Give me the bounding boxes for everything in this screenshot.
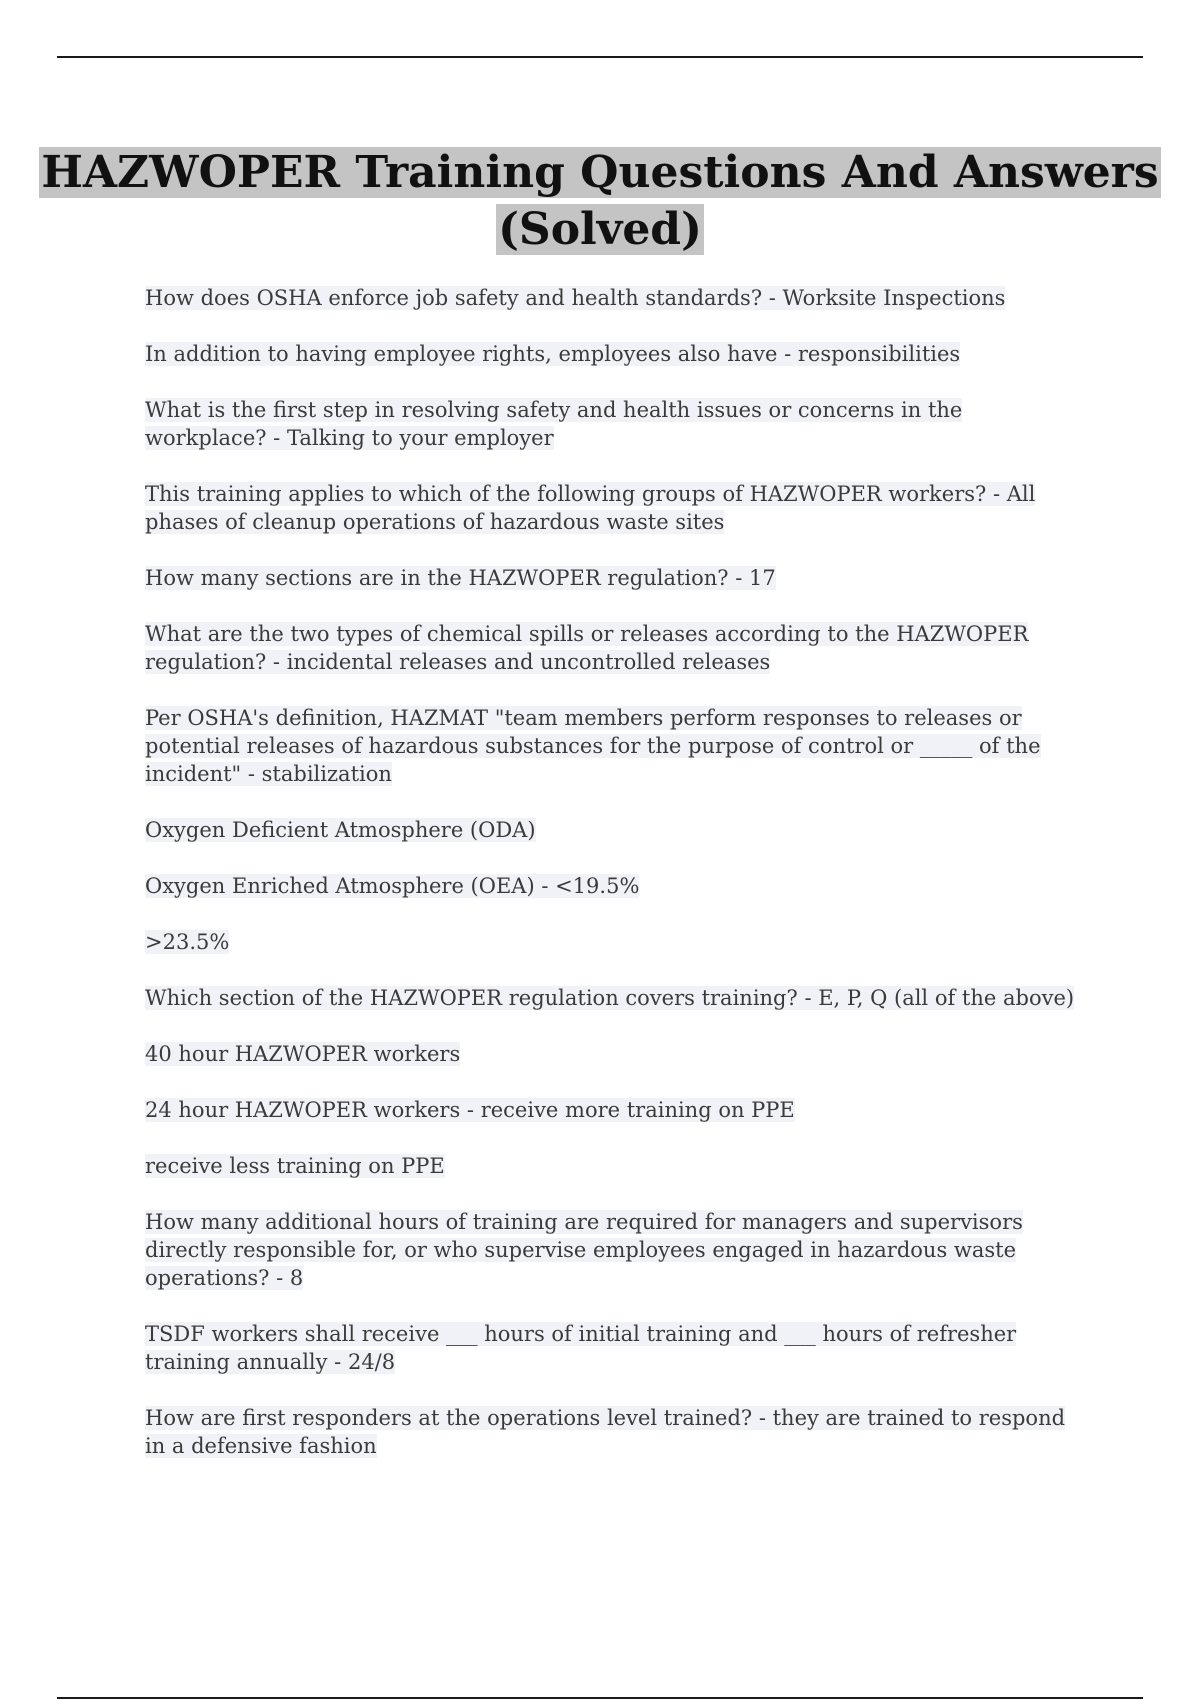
qa-item [145, 872, 1085, 900]
qa-text: Oxygen Deficient Atmosphere (ODA) [145, 818, 536, 842]
qa-text: This training applies to which of the following groups of HAZWOPER workers? - All phases of cleanup operations of hazardous waste sites [145, 482, 1036, 534]
qa-text: Oxygen Enriched Atmosphere (OEA) - <19.5% [145, 874, 640, 898]
qa-item [145, 1152, 1085, 1180]
qa-item [145, 396, 1085, 452]
qa-item [145, 1320, 1085, 1376]
qa-item [145, 1040, 1085, 1068]
qa-item [145, 1208, 1085, 1292]
qa-text: Per OSHA's definition, HAZMAT "team members perform responses to releases or potential releases of hazardous substances for the purpose of control or _____ of the incident" - stabilization [145, 706, 1041, 786]
qa-text: How many additional hours of training are required for managers and supervisors directly responsible for, or who supervise employees engaged in hazardous waste operations? - 8 [145, 1210, 1023, 1290]
qa-text: What are the two types of chemical spills or releases according to the HAZWOPER regulation? - incidental releases and uncontrolled releases [145, 622, 1029, 674]
qa-text: receive less training on PPE [145, 1154, 445, 1178]
qa-list [145, 284, 1085, 1488]
bottom-rule [57, 1697, 1143, 1699]
qa-item [145, 620, 1085, 676]
qa-text: 24 hour HAZWOPER workers - receive more training on PPE [145, 1098, 795, 1122]
top-rule [57, 56, 1143, 58]
qa-text: Which section of the HAZWOPER regulation covers training? - E, P, Q (all of the above) [145, 986, 1075, 1010]
qa-item [145, 984, 1085, 1012]
qa-item [145, 1096, 1085, 1124]
qa-text: In addition to having employee rights, employees also have - responsibilities [145, 342, 961, 366]
qa-text: How does OSHA enforce job safety and health standards? - Worksite Inspections [145, 286, 1006, 310]
qa-item [145, 340, 1085, 368]
qa-text: How many sections are in the HAZWOPER regulation? - 17 [145, 566, 776, 590]
qa-text: TSDF workers shall receive ___ hours of initial training and ___ hours of refresher training annually - 24/8 [145, 1322, 1017, 1374]
qa-item [145, 564, 1085, 592]
qa-item [145, 704, 1085, 788]
page-title: HAZWOPER Training Questions And Answers (Solved) [41, 147, 1159, 255]
qa-text: How are first responders at the operations level trained? - they are trained to respond in a defensive fashion [145, 1406, 1066, 1458]
title-block [0, 144, 1200, 258]
qa-item [145, 928, 1085, 956]
qa-text: >23.5% [145, 930, 230, 954]
qa-text: What is the first step in resolving safety and health issues or concerns in the workplace? - Talking to your employer [145, 398, 963, 450]
qa-text: 40 hour HAZWOPER workers [145, 1042, 461, 1066]
qa-item [145, 480, 1085, 536]
qa-item [145, 1404, 1085, 1460]
qa-item [145, 284, 1085, 312]
qa-item [145, 816, 1085, 844]
